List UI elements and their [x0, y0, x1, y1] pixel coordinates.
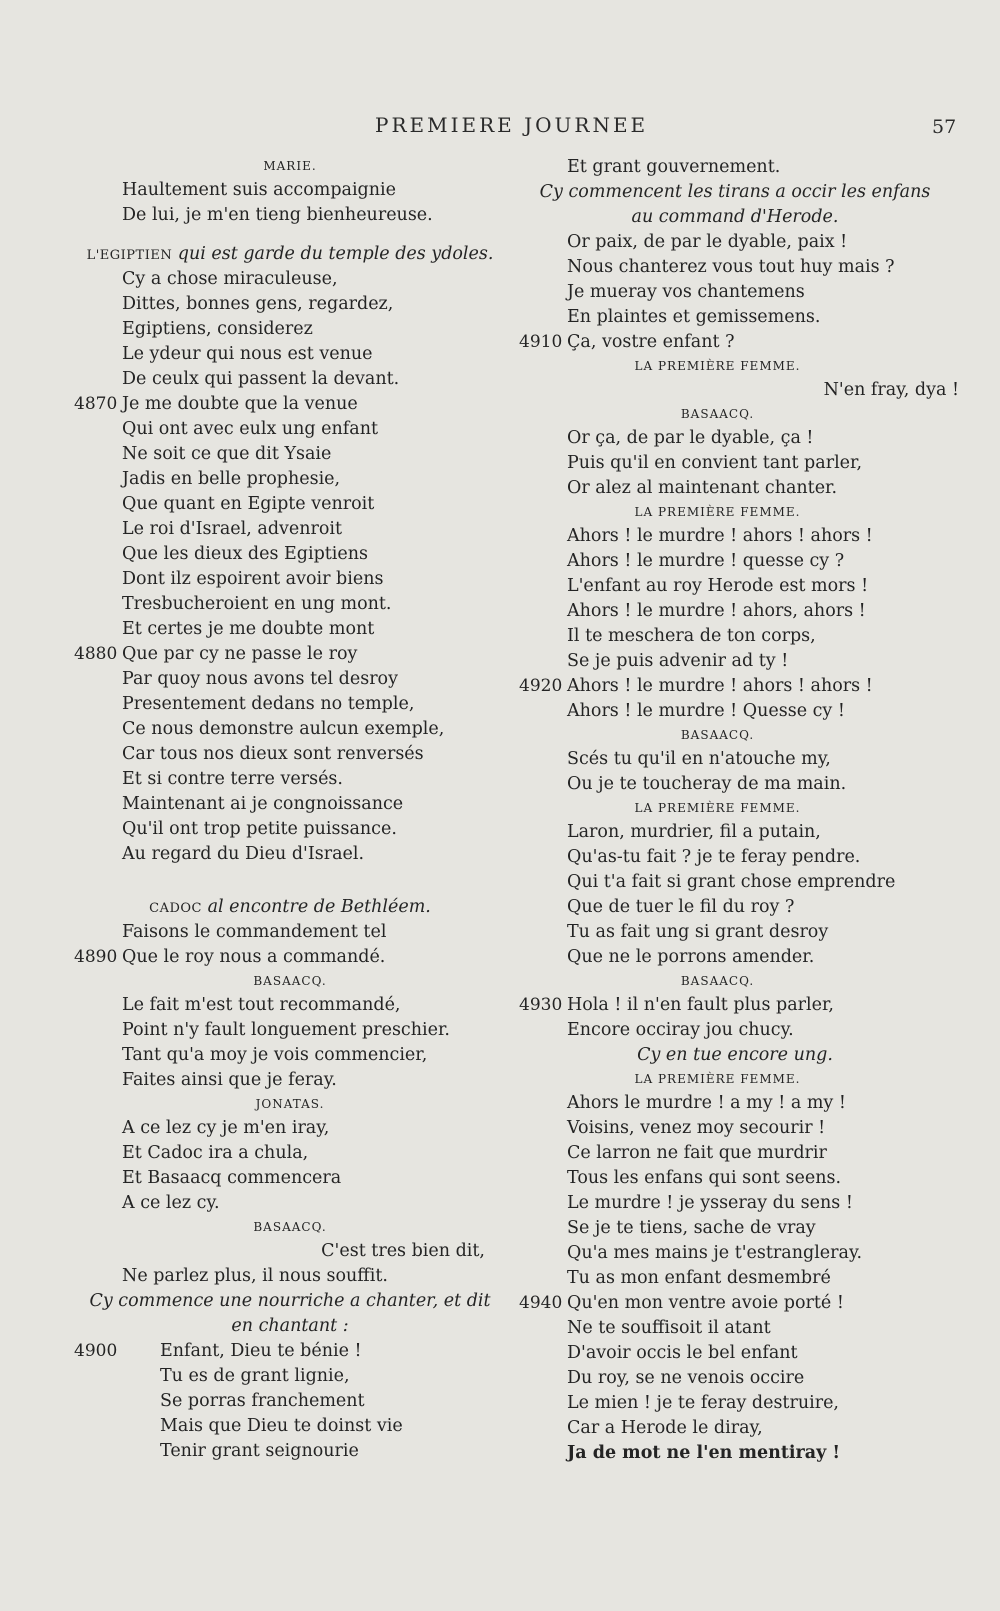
- verse-line: [70, 1414, 510, 1439]
- verse-line: [515, 649, 955, 674]
- line-text: C'est tres bien dit,: [321, 1241, 485, 1261]
- speaker-name: [70, 1093, 510, 1116]
- line-text: Ce nous demonstre aulcun exemple,: [122, 719, 445, 739]
- verse-line: [70, 993, 510, 1018]
- line-text: Que le roy nous a commandé.: [122, 947, 386, 967]
- verse-line: [515, 747, 955, 772]
- line-text: Ne te souffisoit il atant: [567, 1318, 771, 1338]
- line-text: Le ydeur qui nous est venue: [122, 344, 373, 364]
- line-text: Le mien ! je te feray destruire,: [567, 1393, 839, 1413]
- verse-line: [515, 1341, 955, 1366]
- line-text: Il te meschera de ton corps,: [567, 626, 816, 646]
- line-text: Cy commencent les tirans a occir les enfans: [539, 182, 931, 202]
- line-text: D'avoir occis le bel enfant: [567, 1343, 798, 1363]
- line-text: Encore occiray jou chucy.: [567, 1020, 794, 1040]
- line-text: De ceulx qui passent la devant.: [122, 369, 400, 389]
- verse-line: [515, 674, 955, 699]
- stage-direction: [515, 1043, 955, 1068]
- verse-line: [515, 1018, 955, 1043]
- line-text: BASAACQ.: [680, 728, 755, 742]
- verse-line: [515, 255, 955, 280]
- line-text: Ahors ! le murdre ! Quesse cy !: [567, 701, 845, 721]
- line-text: Par quoy nous avons tel desroy: [122, 669, 398, 689]
- line-text: LA PREMIÈRE FEMME.: [634, 505, 801, 519]
- line-text: Presentement dedans no temple,: [122, 694, 415, 714]
- line-text: A ce lez cy je m'en iray,: [122, 1118, 330, 1138]
- verse-line: [515, 549, 955, 574]
- verse-line: [70, 367, 510, 392]
- verse-line: [70, 817, 510, 842]
- line-text: N'en fray, dya !: [823, 380, 959, 400]
- line-text: [70, 895, 510, 921]
- line-number: 4930: [519, 995, 563, 1015]
- line-text: Faisons le commandement tel: [122, 922, 387, 942]
- line-text: Ne soit ce que dit Ysaie: [122, 444, 332, 464]
- line-text: Nous chanterez vous tout huy mais ?: [567, 257, 895, 277]
- line-text: BASAACQ.: [253, 974, 327, 988]
- verse-line: [515, 1416, 955, 1441]
- line-text: Et certes je me doubte mont: [122, 619, 375, 639]
- line-text: Ja de mot ne l'en mentiray !: [567, 1443, 841, 1463]
- line-text: BASAACQ.: [680, 407, 755, 421]
- verse-line: [515, 1441, 955, 1466]
- verse-line: [515, 476, 955, 501]
- line-text: Je mueray vos chantemens: [567, 282, 805, 302]
- line-number: 4870: [74, 394, 118, 414]
- verse-line: [70, 292, 510, 317]
- line-number: 4910: [519, 332, 563, 352]
- line-text: Qu'a mes mains je t'estrangleray.: [567, 1243, 863, 1263]
- verse-line: [70, 1339, 510, 1364]
- verse-line: [70, 1068, 510, 1093]
- line-text: Ahors ! le murdre ! ahors ! ahors !: [567, 676, 873, 696]
- line-number: 4900: [74, 1341, 118, 1361]
- line-text: Ahors ! le murdre ! quesse cy ?: [567, 551, 845, 571]
- line-text: Point n'y fault longuement preschier.: [122, 1020, 450, 1040]
- line-text: Qu'il ont trop petite puissance.: [122, 819, 397, 839]
- line-text: Et si contre terre versés.: [122, 769, 343, 789]
- verse-line: [70, 1018, 510, 1043]
- verse-line: [515, 945, 955, 970]
- line-text: Hola ! il n'en fault plus parler,: [567, 995, 834, 1015]
- verse-line: [515, 1166, 955, 1191]
- line-text: Ce larron ne fait que murdrir: [567, 1143, 827, 1163]
- line-text: Haultement suis accompaignie: [122, 180, 396, 200]
- verse-line: [515, 280, 955, 305]
- speaker-name: [70, 1216, 510, 1239]
- line-text: Scés tu qu'il en n'atouche my,: [567, 749, 831, 769]
- verse-line: [70, 767, 510, 792]
- verse-line: [70, 592, 510, 617]
- speaker-name: CADOC: [149, 901, 203, 916]
- verse-line: [515, 1366, 955, 1391]
- verse-line: [515, 845, 955, 870]
- line-text: Voisins, venez moy secourir !: [567, 1118, 826, 1138]
- line-text: Tu as mon enfant desmembré: [567, 1268, 831, 1288]
- verse-line: [70, 178, 510, 203]
- verse-line: [70, 717, 510, 742]
- verse-line: [515, 330, 955, 355]
- line-text: Que de tuer le fil du roy ?: [567, 897, 795, 917]
- line-text: [70, 242, 510, 268]
- verse-line: [70, 642, 510, 667]
- verse-line: [515, 1266, 955, 1291]
- line-text: Tenir grant seignourie: [160, 1441, 359, 1461]
- verse-line: [515, 920, 955, 945]
- verse-line: [515, 451, 955, 476]
- line-text: Cy a chose miraculeuse,: [122, 269, 338, 289]
- line-text: Se je te tiens, sache de vray: [567, 1218, 816, 1238]
- verse-line: [515, 378, 959, 403]
- line-text: Ahors ! le murdre ! ahors, ahors !: [567, 601, 866, 621]
- verse-line: [70, 1439, 510, 1464]
- verse-line: [70, 1141, 510, 1166]
- line-text: LA PREMIÈRE FEMME.: [634, 1072, 801, 1086]
- verse-line: [515, 772, 955, 797]
- verse-line: [70, 617, 510, 642]
- verse-line: [70, 945, 510, 970]
- line-text: Tant qu'a moy je vois commencier,: [122, 1045, 428, 1065]
- line-text: Et Cadoc ira a chula,: [122, 1143, 309, 1163]
- line-text: MARIE.: [263, 159, 317, 173]
- line-text: Ahors ! le murdre ! ahors ! ahors !: [567, 526, 873, 546]
- verse-line: [70, 1116, 510, 1141]
- line-text: Mais que Dieu te doinst vie: [160, 1416, 403, 1436]
- verse-line: [70, 1389, 510, 1414]
- line-text: Tresbucheroient en ung mont.: [122, 594, 392, 614]
- verse-line: [515, 155, 955, 180]
- speaker-name: [70, 970, 510, 993]
- verse-line: [70, 517, 510, 542]
- speaker-name: [515, 403, 955, 426]
- line-text: Qu'en mon ventre avoie porté !: [567, 1293, 844, 1313]
- verse-line: [515, 1241, 955, 1266]
- verse-line: [515, 1391, 955, 1416]
- verse-line: [70, 1364, 510, 1389]
- line-number: 4890: [74, 947, 118, 967]
- line-text: BASAACQ.: [253, 1220, 327, 1234]
- verse-line: [515, 1316, 955, 1341]
- line-text: De lui, je m'en tieng bienheureuse.: [122, 205, 433, 225]
- left-column: [70, 155, 510, 1464]
- verse-line: [70, 392, 510, 417]
- verse-line: [70, 417, 510, 442]
- line-text: Jadis en belle prophesie,: [122, 469, 341, 489]
- speaker-name: [515, 1068, 955, 1091]
- line-text: Car a Herode le diray,: [567, 1418, 763, 1438]
- verse-line: [515, 1116, 955, 1141]
- stage-direction: [70, 1314, 510, 1339]
- line-text: Que quant en Egipte venroit: [122, 494, 375, 514]
- verse-line: [515, 1091, 955, 1116]
- speaker-name: L'EGIPTIEN: [86, 248, 173, 263]
- line-text: Ou je te toucheray de ma main.: [567, 774, 847, 794]
- verse-line: [515, 870, 955, 895]
- line-text: Que par cy ne passe le roy: [122, 644, 358, 664]
- line-text: Et Basaacq commencera: [122, 1168, 342, 1188]
- verse-line: [70, 492, 510, 517]
- line-text: Dont ilz espoirent avoir biens: [122, 569, 384, 589]
- line-text: Tous les enfans qui sont seens.: [567, 1168, 842, 1188]
- speaker-stage-direction: [70, 895, 510, 920]
- verse-line: [70, 567, 510, 592]
- line-text: Et grant gouvernement.: [567, 157, 781, 177]
- speaker-name: [515, 355, 955, 378]
- verse-line: [70, 1043, 510, 1068]
- verse-line: [515, 574, 955, 599]
- verse-line: [70, 742, 510, 767]
- line-text: Or ça, de par le dyable, ça !: [567, 428, 814, 448]
- speaker-name: [515, 501, 955, 524]
- line-text: LA PREMIÈRE FEMME.: [634, 359, 801, 373]
- line-text: Laron, murdrier, fil a putain,: [567, 822, 821, 842]
- verse-line: [70, 542, 510, 567]
- verse-line: [515, 624, 955, 649]
- line-text: Ça, vostre enfant ?: [567, 332, 735, 352]
- verse-line: [70, 792, 510, 817]
- speaker-name: [515, 970, 955, 993]
- line-text: Egiptiens, considerez: [122, 319, 313, 339]
- line-text: Qu'as-tu fait ? je te feray pendre.: [567, 847, 861, 867]
- line-number: 4880: [74, 644, 118, 664]
- verse-line: [70, 442, 510, 467]
- verse-line: [515, 1216, 955, 1241]
- stage-direction: [515, 180, 955, 205]
- speaker-name: [70, 155, 510, 178]
- line-number: 4920: [519, 676, 563, 696]
- speaker-stage-direction: [70, 242, 510, 267]
- line-text: JONATAS.: [255, 1097, 325, 1111]
- line-text: Puis qu'il en convient tant parler,: [567, 453, 863, 473]
- line-text: Tu as fait ung si grant desroy: [567, 922, 829, 942]
- line-text: LA PREMIÈRE FEMME.: [634, 801, 801, 815]
- line-text: L'enfant au roy Herode est mors !: [567, 576, 869, 596]
- verse-line: [515, 699, 955, 724]
- page-number: 57: [932, 116, 957, 138]
- verse-line: [515, 993, 955, 1018]
- verse-line: [70, 267, 510, 292]
- line-text: Maintenant ai je congnoissance: [122, 794, 404, 814]
- line-text: Ne parlez plus, il nous souffit.: [122, 1266, 388, 1286]
- speaker-name: [515, 724, 955, 747]
- stage-direction: [70, 1289, 510, 1314]
- verse-line: [515, 1141, 955, 1166]
- line-text: Enfant, Dieu te bénie !: [160, 1341, 362, 1361]
- line-text: Du roy, se ne venois occire: [567, 1368, 805, 1388]
- line-text: Que les dieux des Egiptiens: [122, 544, 369, 564]
- line-text: Cy commence une nourriche a chanter, et dit: [89, 1291, 491, 1311]
- verse-line: [70, 1239, 510, 1264]
- stage-direction-text: qui est garde du temple des ydoles.: [177, 244, 494, 264]
- speaker-name: [515, 797, 955, 820]
- line-text: Dittes, bonnes gens, regardez,: [122, 294, 394, 314]
- line-text: Qui ont avec eulx ung enfant: [122, 419, 379, 439]
- verse-line: [515, 895, 955, 920]
- verse-line: [70, 842, 510, 867]
- running-header: PREMIERE JOURNEE: [375, 113, 649, 137]
- line-text: Car tous nos dieux sont renversés: [122, 744, 424, 764]
- line-text: en chantant :: [231, 1316, 349, 1336]
- verse-line: [515, 230, 955, 255]
- line-text: Le murdre ! je ysseray du sens !: [567, 1193, 853, 1213]
- verse-line: [70, 1166, 510, 1191]
- line-text: En plaintes et gemissemens.: [567, 307, 821, 327]
- line-text: Or paix, de par le dyable, paix !: [567, 232, 848, 252]
- line-text: Se porras franchement: [160, 1391, 365, 1411]
- line-text: Le fait m'est tout recommandé,: [122, 995, 401, 1015]
- line-text: Se je puis advenir ad ty !: [567, 651, 789, 671]
- verse-line: [70, 692, 510, 717]
- verse-line: [70, 317, 510, 342]
- line-text: Je me doubte que la venue: [122, 394, 358, 414]
- line-text: Or alez al maintenant chanter.: [567, 478, 838, 498]
- line-text: A ce lez cy.: [122, 1193, 220, 1213]
- verse-line: [515, 1191, 955, 1216]
- verse-line: [70, 667, 510, 692]
- verse-line: [70, 920, 510, 945]
- line-text: BASAACQ.: [680, 974, 755, 988]
- line-text: Cy en tue encore ung.: [637, 1045, 833, 1065]
- verse-line: [515, 820, 955, 845]
- verse-line: [70, 1191, 510, 1216]
- verse-line: [70, 203, 510, 228]
- line-text: au command d'Herode.: [631, 207, 839, 227]
- line-text: Ahors le murdre ! a my ! a my !: [567, 1093, 846, 1113]
- line-text: Faites ainsi que je feray.: [122, 1070, 337, 1090]
- verse-line: [515, 1291, 955, 1316]
- verse-line: [515, 426, 955, 451]
- line-text: Tu es de grant lignie,: [160, 1366, 350, 1386]
- line-text: Au regard du Dieu d'Israel.: [122, 844, 365, 864]
- verse-line: [70, 1264, 510, 1289]
- right-column: [515, 155, 959, 1466]
- verse-line: [70, 467, 510, 492]
- line-text: Que ne le porrons amender.: [567, 947, 815, 967]
- line-number: 4940: [519, 1293, 563, 1313]
- verse-line: [70, 342, 510, 367]
- verse-line: [515, 305, 955, 330]
- line-text: Le roi d'Israel, advenroit: [122, 519, 343, 539]
- line-text: Qui t'a fait si grant chose emprendre: [567, 872, 896, 892]
- verse-line: [515, 524, 955, 549]
- verse-line: [515, 599, 955, 624]
- stage-direction-text: al encontre de Bethléem.: [207, 897, 431, 917]
- stage-direction: [515, 205, 955, 230]
